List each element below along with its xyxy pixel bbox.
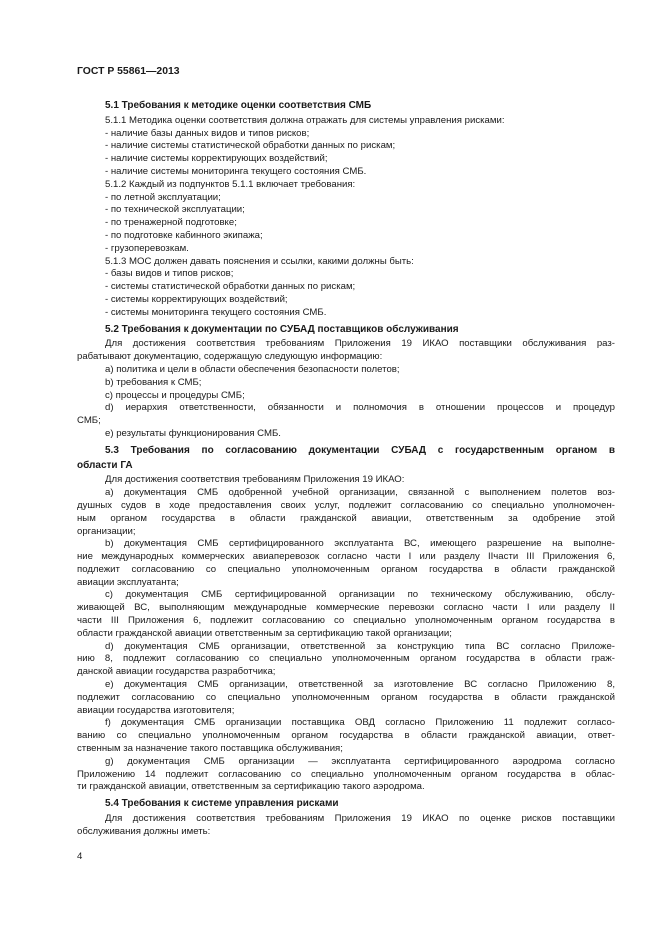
clause-5-1-3: 5.1.3 МОС должен давать пояснения и ссылки, какими должны быть:: [105, 255, 414, 267]
paragraph-line: Приложению 14 подлежит согласованию со специально уполномоченным органом государства в облас-: [77, 768, 615, 780]
paragraph-line: рабатывают документацию, содержащую следующую информацию:: [77, 351, 383, 363]
document-header: ГОСТ Р 55861—2013: [77, 66, 180, 77]
list-item: b) требования к СМБ;: [105, 376, 202, 388]
paragraph-line: ние международных коммерческих авиаперевозок согласно части I или разделу IIчасти III Приложения 6,: [77, 551, 615, 563]
paragraph-line: ным органом государства в области гражданской авиации, ответственным за одобрение этой: [77, 512, 615, 524]
list-item: - наличие системы корректирующих воздействий;: [105, 153, 328, 165]
paragraph-line: обслуживания должны иметь:: [77, 825, 211, 837]
paragraph-line: области гражданской авиации ответственным за сертификацию такой организации;: [77, 627, 452, 639]
list-item: - по тренажерной подготовке;: [105, 217, 237, 229]
list-item: - системы корректирующих воздействий;: [105, 293, 288, 305]
paragraph-line: организации;: [77, 525, 136, 537]
paragraph-line: а) документация СМБ одобренной учебной организации, связанной с выполнением полетов воз-: [105, 487, 615, 499]
page-number: 4: [77, 851, 83, 862]
section-5-4-heading: 5.4 Требования к системе управления рисками: [105, 798, 339, 810]
paragraph-line: g) документация СМБ организации — эксплуатанта сертифицированного аэродрома согласно: [105, 755, 615, 767]
list-item: - базы видов и типов рисков;: [105, 268, 234, 280]
paragraph-line: авиации эксплуатанта;: [77, 576, 179, 588]
list-item: - наличие системы мониторинга текущего состояния СМБ.: [105, 165, 367, 177]
list-item: - по подготовке кабинного экипажа;: [105, 229, 263, 241]
clause-5-1-1: 5.1.1 Методика оценки соответствия должна отражать для системы управления рисками:: [105, 114, 505, 126]
list-item: а) политика и цели в области обеспечения безопасности полетов;: [105, 363, 400, 375]
paragraph-line: ственным за назначение такого поставщика обслуживания;: [77, 743, 343, 755]
paragraph-line: d) документация СМБ организации, ответственной за конструкцию типа ВС согласно Приложе-: [105, 640, 615, 652]
list-item: с) процессы и процедуры СМБ;: [105, 389, 245, 401]
paragraph-line: нию 8, подлежит согласованию со специально уполномоченным органом государства в области граж-: [77, 653, 615, 665]
list-item: - системы мониторинга текущего состояния СМБ.: [105, 306, 327, 318]
section-5-1-heading: 5.1 Требования к методике оценки соответствия СМБ: [105, 100, 372, 111]
paragraph-line: части III Приложения 6, подлежит согласованию со специально уполномоченным органом государства в: [77, 615, 615, 627]
paragraph-line: b) документация СМБ сертифицированного эксплуатанта ВС, имеющего разрешение на выполне-: [105, 538, 615, 550]
document-body: [77, 96, 615, 839]
section-5-3-heading: 5.3 Требования по согласованию документации СУБАД с государственным органом в: [105, 444, 615, 456]
paragraph-line: ванию со специально уполномоченным органом государства в области гражданской авиации, ответ-: [77, 730, 615, 742]
paragraph-line: авиации государства изготовителя;: [77, 704, 235, 716]
paragraph-line: душных судов в ходе предоставления своих услуг, подлежит согласованию со специально уполномочен-: [77, 499, 615, 511]
paragraph-line: с) документация СМБ сертифицированной организации по техническому обслуживанию, обслу-: [105, 589, 615, 601]
list-item: - грузоперевозкам.: [105, 242, 189, 254]
paragraph-line: Для достижения соответствия требованиям Приложения 19 ИКАО:: [105, 474, 405, 486]
paragraph-line: Для достижения соответствия требованиям Приложения 19 ИКАО поставщики обслуживания раз-: [105, 338, 615, 350]
list-item: - наличие системы статистической обработки данных по рискам;: [105, 140, 396, 152]
list-item: - по летной эксплуатации;: [105, 191, 221, 203]
paragraph-line: Для достижения соответствия требованиям Приложения 19 ИКАО по оценке рисков поставщики: [105, 813, 615, 825]
paragraph-line: f) документация СМБ организации поставщика ОВД согласно Приложению 11 подлежит согласо-: [105, 717, 615, 729]
list-item: d) иерархия ответственности, обязанности и полномочия в отношении процессов и процедур: [105, 402, 615, 414]
clause-5-1-2: 5.1.2 Каждый из подпунктов 5.1.1 включает требования:: [105, 178, 356, 190]
list-item: - по технической эксплуатации;: [105, 204, 245, 216]
paragraph-line: е) документация СМБ организации, ответственной за изготовление ВС согласно Приложению 8,: [105, 679, 615, 691]
list-item: е) результаты функционирования СМБ.: [105, 427, 281, 439]
list-item: - системы статистической обработки данных по рискам;: [105, 281, 356, 293]
paragraph-line: подлежит согласованию со специально уполномоченным органом государства в области гражданской: [77, 563, 615, 575]
paragraph-line: подлежит согласованию со специально уполномоченным органом государства в области гражданской: [77, 691, 615, 703]
paragraph-line: живающей ВС, выполняющим международные коммерческие перевозки согласно части I или разделу II: [77, 602, 615, 614]
paragraph-line: СМБ;: [77, 415, 101, 427]
list-item: - наличие базы данных видов и типов рисков;: [105, 127, 310, 139]
paragraph-line: ти гражданской авиации, ответственным за сертификацию такого аэродрома.: [77, 781, 425, 793]
section-5-2-heading: 5.2 Требования к документации по СУБАД поставщиков обслуживания: [105, 323, 459, 335]
paragraph-line: данской авиации государства разработчика;: [77, 666, 276, 678]
section-5-3-heading-cont: области ГА: [77, 459, 133, 471]
